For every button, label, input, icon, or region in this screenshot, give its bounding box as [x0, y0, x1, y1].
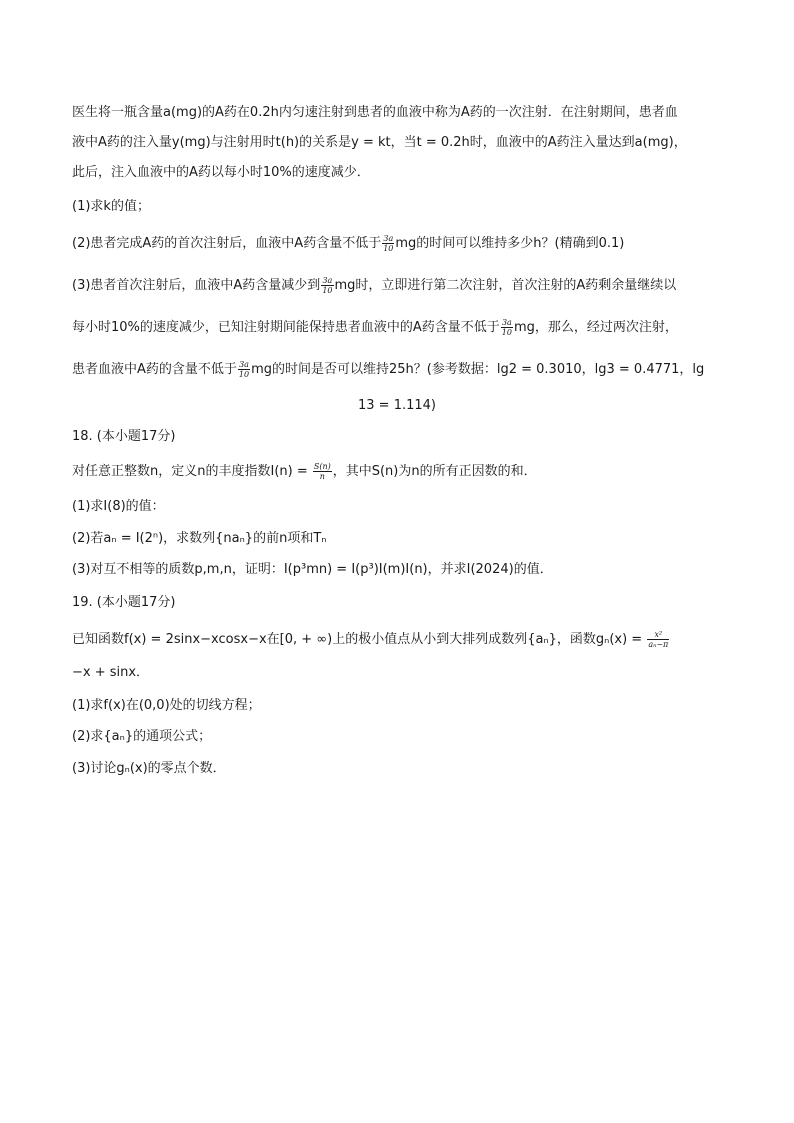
q18-definition-text-b: ，其中S(n)为n的所有正因数的和．: [332, 464, 537, 479]
q19-definition-cont: −x + sinx．: [72, 665, 150, 680]
q18-part-2: (2)若aₙ = I(2ⁿ)，求数列{naₙ}的前n项和Tₙ: [72, 531, 327, 546]
q17-part-3-text-a: (3)患者首次注射后，血液中A药含量减少到: [72, 278, 321, 293]
q18-definition-text-a: 对任意正整数n，定义n的丰度指数I(n) =: [72, 464, 312, 479]
q18-part-1: (1)求I(8)的值：: [72, 499, 165, 514]
fraction-3a-over-10: $\frac{3a}{10}$: [238, 360, 250, 379]
q17-part-3-text-d: mg，那么，经过两次注射，: [513, 320, 678, 335]
q17-part-3-text-e: 患者血液中A药的含量不低于: [72, 362, 237, 377]
q17-part-3-text-b: mg时，立即进行第二次注射，首次注射的A药剩余量继续以: [334, 278, 677, 293]
fraction-3a-over-10: $\frac{3a}{10}$: [383, 234, 394, 253]
q18-part-3: (3)对互不相等的质数p,m,n，证明：I(p³mn) = I(p³)I(m)I(n)，并求I(2024)的值．: [72, 562, 553, 577]
q17-part-2: [72, 234, 624, 253]
q17-part-1: (1)求k的值；: [72, 199, 150, 214]
q17-part-3-text-c: 每小时10%的速度减少，已知注射期间能保持患者血液中的A药含量不低于: [72, 320, 500, 335]
fraction-3a-over-10: $\frac{3a}{10}$: [322, 276, 333, 295]
q19-definition: [72, 630, 670, 649]
q17-part-3-line-3: [72, 360, 704, 379]
q17-intro-line-2: 液中A药的注入量y(mg)与注射用时t(h)的关系是y = kt，当t = 0.2h时，血液中的A药注入量达到a(mg)，: [72, 135, 687, 150]
q19-part-3: (3)讨论gₙ(x)的零点个数．: [72, 761, 226, 776]
q17-part-2-text-a: (2)患者完成A药的首次注射后，血液中A药含量不低于: [72, 236, 382, 251]
q17-part-2-text-b: mg的时间可以维持多少h？(精确到0.1): [395, 236, 625, 251]
q19-heading: 19. (本小题17分): [72, 595, 176, 610]
fraction-x2-over-an-minus-pi: $\frac{\text{x²}}{\text{aₙ−π}}$: [648, 630, 669, 649]
q17-part-3-line-4: 13 = 1.114): [358, 398, 436, 413]
q17-intro-line-1: 医生将一瓶含量a(mg)的A药在0.2h内匀速注射到患者的血液中称为A药的一次注射．在注射期间，患者血: [72, 105, 678, 120]
q19-definition-text-a: 已知函数f(x) = 2sinx−xcosx−x在[0, + ∞)上的极小值点从小到大排列成数列{aₙ}，函数gₙ(x) =: [72, 632, 647, 647]
q18-definition: [72, 462, 537, 481]
q17-part-3-line-2: [72, 318, 678, 337]
fraction-3a-over-10: $\frac{3a}{10}$: [501, 318, 512, 337]
q17-part-3-text-f: mg的时间是否可以维持25h？(参考数据：lg2 = 0.3010，lg3 = 0.4771，lg: [251, 362, 705, 377]
q18-heading: 18. (本小题17分): [72, 429, 176, 444]
q19-part-1: (1)求f(x)在(0,0)处的切线方程；: [72, 698, 261, 713]
q19-part-2: (2)求{aₙ}的通项公式；: [72, 729, 212, 744]
q17-intro-line-3: 此后，注入血液中的A药以每小时10%的速度减少．: [72, 165, 370, 180]
fraction-s-n-over-n: $\frac{S(n)}{n}$: [313, 462, 331, 481]
q17-part-3-line-1: [72, 276, 676, 295]
